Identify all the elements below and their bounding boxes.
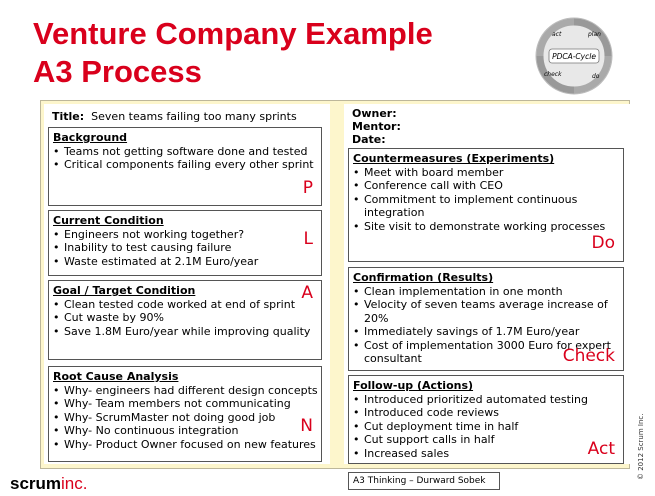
pdca-do-label: do xyxy=(592,73,600,80)
pdca-letter: Do xyxy=(591,233,615,253)
goal-section xyxy=(48,280,322,360)
pdca-letter: N xyxy=(300,416,313,436)
page-subtitle: A3 Process xyxy=(33,54,202,89)
pdca-check-label: check xyxy=(544,71,562,78)
list-item: • Clean implementation in one month xyxy=(353,285,623,299)
list-item: • Waste estimated at 2.1M Euro/year xyxy=(53,255,321,269)
list-item: • Save 1.8M Euro/year while improving quality xyxy=(53,325,321,339)
section-heading: Goal / Target Condition xyxy=(53,284,196,297)
list-item: • Cost of implementation 3000 Euro for expert consultant xyxy=(353,339,623,366)
list-item: • Cut deployment time in half xyxy=(353,420,623,434)
background-section xyxy=(48,127,322,206)
title-value: Seven teams failing too many sprints xyxy=(91,110,297,123)
section-heading: Follow-up (Actions) xyxy=(353,379,474,392)
list-item: • Velocity of seven teams average increase of 20% xyxy=(353,298,623,325)
list-item: • Why- No continuous integration xyxy=(53,424,321,438)
list-item: • Teams not getting software done and tested xyxy=(53,145,321,159)
list-item: • Introduced code reviews xyxy=(353,406,623,420)
list-item: • Conference call with CEO xyxy=(353,179,623,193)
list-item: • Cut support calls in half xyxy=(353,433,623,447)
pdca-act-label: act xyxy=(552,31,562,38)
list-item: • Clean tested code worked at end of sprint xyxy=(53,298,321,312)
section-heading: Current Condition xyxy=(53,214,164,227)
follow-up-section xyxy=(348,375,624,464)
list-item: • Inability to test causing failure xyxy=(53,241,321,255)
pdca-center-label: PDCA-Cycle xyxy=(552,52,596,61)
list-item: • Why- Product Owner focused on new features xyxy=(53,438,321,452)
pdca-letter: Check xyxy=(562,346,615,366)
scruminc-logo: scruminc. xyxy=(10,474,88,493)
meta-mentor: Mentor: xyxy=(352,120,401,133)
root-cause-section xyxy=(48,366,322,462)
list-item: • Cut waste by 90% xyxy=(53,311,321,325)
copyright-text: © 2012 Scrum Inc. xyxy=(637,413,645,480)
reference-caption: A3 Thinking – Durward Sobek xyxy=(348,472,500,490)
meta-owner: Owner: xyxy=(352,107,397,120)
pdca-letter: P xyxy=(302,178,313,198)
list-item: • Why- engineers had different design concepts xyxy=(53,384,321,398)
countermeasures-section xyxy=(348,148,624,262)
title-label: Title: xyxy=(52,110,85,123)
confirmation-section xyxy=(348,267,624,371)
list-item: • Increased sales xyxy=(353,447,623,461)
list-item: • Site visit to demonstrate working processes xyxy=(353,220,623,234)
list-item: • Introduced prioritized automated testing xyxy=(353,393,623,407)
section-heading: Confirmation (Results) xyxy=(353,271,494,284)
list-item: • Why- ScrumMaster not doing good job xyxy=(53,411,321,425)
title-row xyxy=(52,110,297,123)
list-item: • Engineers not working together? xyxy=(53,228,321,242)
list-item: • Immediately savings of 1.7M Euro/year xyxy=(353,325,623,339)
meta-date: Date: xyxy=(352,133,386,146)
pdca-letter: Act xyxy=(587,439,615,459)
pdca-letter: L xyxy=(303,229,313,249)
pdca-cycle-icon xyxy=(532,14,616,98)
current-condition-section xyxy=(48,210,322,276)
section-heading: Background xyxy=(53,131,128,144)
page-title: Venture Company Example xyxy=(33,16,433,51)
list-item: • Why- Team members not communicating xyxy=(53,397,321,411)
section-heading: Countermeasures (Experiments) xyxy=(353,152,555,165)
pdca-plan-label: plan xyxy=(588,31,601,38)
list-item: • Commitment to implement continuous integration xyxy=(353,193,623,220)
pdca-letter: A xyxy=(301,283,313,303)
list-item: • Critical components failing every other sprint xyxy=(53,158,321,172)
section-heading: Root Cause Analysis xyxy=(53,370,179,383)
list-item: • Meet with board member xyxy=(353,166,623,180)
